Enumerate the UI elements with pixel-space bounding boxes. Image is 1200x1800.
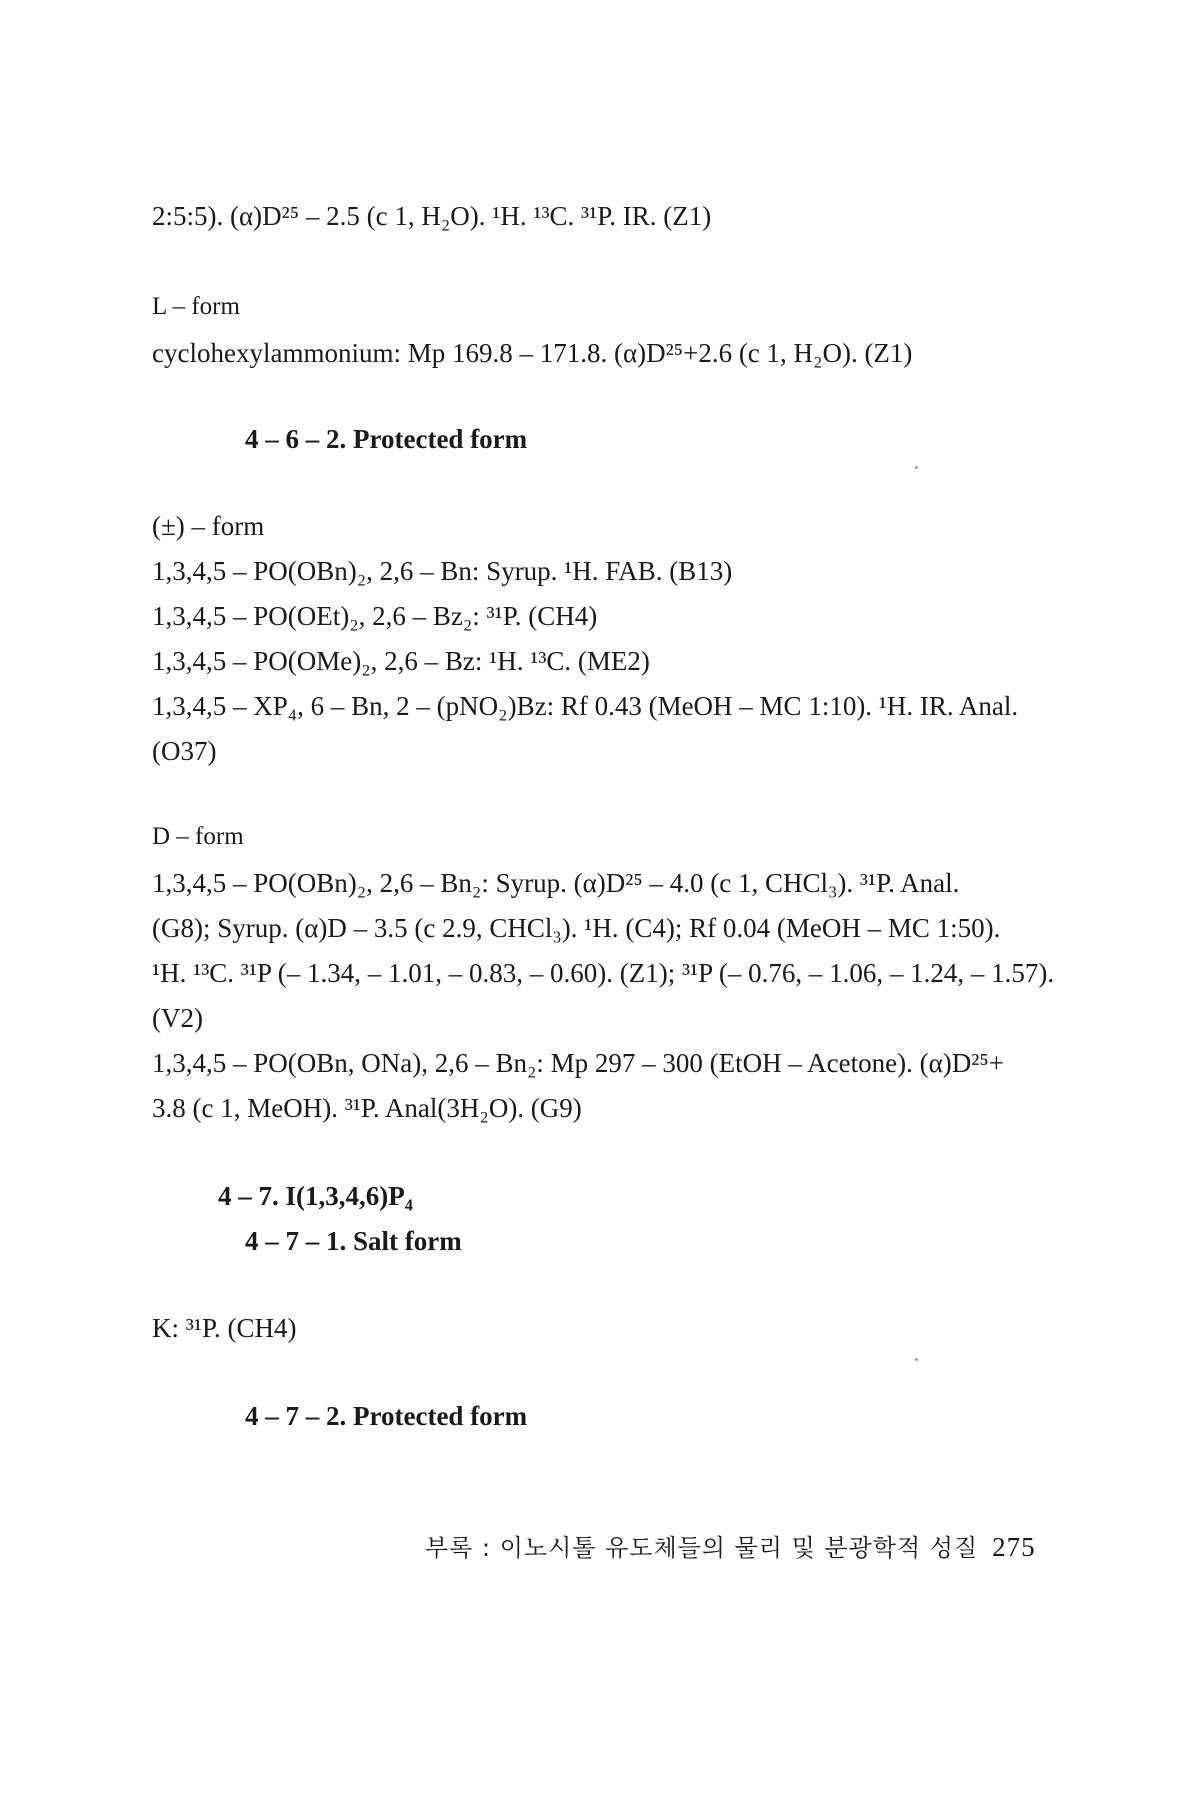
scan-speck [915, 466, 918, 469]
text-line: (G8); Syrup. (α)D – 3.5 (c 2.9, CHCl₃). ¹H. (C4); Rf 0.04 (MeOH – MC 1:50). [152, 913, 1001, 943]
section-heading: 4 – 7. I(1,3,4,6)P₄ [218, 1181, 413, 1211]
text-line: ¹H. ¹³C. ³¹P (– 1.34, – 1.01, – 0.83, – 0.60). (Z1); ³¹P (– 0.76, – 1.06, – 1.24, – 1.57). [152, 958, 1055, 988]
text-line: 1,3,4,5 – PO(OMe)₂, 2,6 – Bz: ¹H. ¹³C. (ME2) [152, 646, 650, 676]
page-number: 275 [992, 1532, 1036, 1562]
scan-speck [915, 1358, 918, 1361]
text-line: (V2) [152, 1003, 203, 1033]
form-heading-l: L – form [152, 293, 240, 320]
text-line: 1,3,4,5 – PO(OBn)₂, 2,6 – Bn₂: Syrup. (α)D²⁵ – 4.0 (c 1, CHCl₃). ³¹P. Anal. [152, 868, 960, 898]
text-line: 1,3,4,5 – PO(OBn)₂, 2,6 – Bn: Syrup. ¹H. FAB. (B13) [152, 556, 733, 586]
text-line: K: ³¹P. (CH4) [152, 1313, 297, 1343]
section-heading: 4 – 7 – 1. Salt form [245, 1226, 462, 1256]
form-heading-d: D – form [152, 823, 244, 850]
text-line: 1,3,4,5 – PO(OBn, ONa), 2,6 – Bn₂: Mp 297 – 300 (EtOH – Acetone). (α)D²⁵+ [152, 1048, 1004, 1078]
text-line: 2:5:5). (α)D²⁵ – 2.5 (c 1, H₂O). ¹H. ¹³C. ³¹P. IR. (Z1) [152, 201, 712, 231]
form-heading-racemic: (±) – form [152, 511, 265, 541]
section-heading: 4 – 6 – 2. Protected form [245, 424, 528, 454]
text-line: 1,3,4,5 – PO(OEt)₂, 2,6 – Bz₂: ³¹P. (CH4) [152, 601, 598, 631]
text-line: cyclohexylammonium: Mp 169.8 – 171.8. (α)D²⁵+2.6 (c 1, H₂O). (Z1) [152, 338, 913, 368]
text-line: 1,3,4,5 – XP₄, 6 – Bn, 2 – (pNO₂)Bz: Rf 0.43 (MeOH – MC 1:10). ¹H. IR. Anal. [152, 691, 1019, 721]
running-title: 부록 : 이노시톨 유도체들의 물리 및 분광학적 성질 [425, 1534, 979, 1562]
page-footer [425, 1528, 1036, 1563]
text-line: 3.8 (c 1, MeOH). ³¹P. Anal(3H₂O). (G9) [152, 1093, 582, 1123]
text-line: (O37) [152, 736, 217, 766]
section-heading: 4 – 7 – 2. Protected form [245, 1401, 528, 1431]
